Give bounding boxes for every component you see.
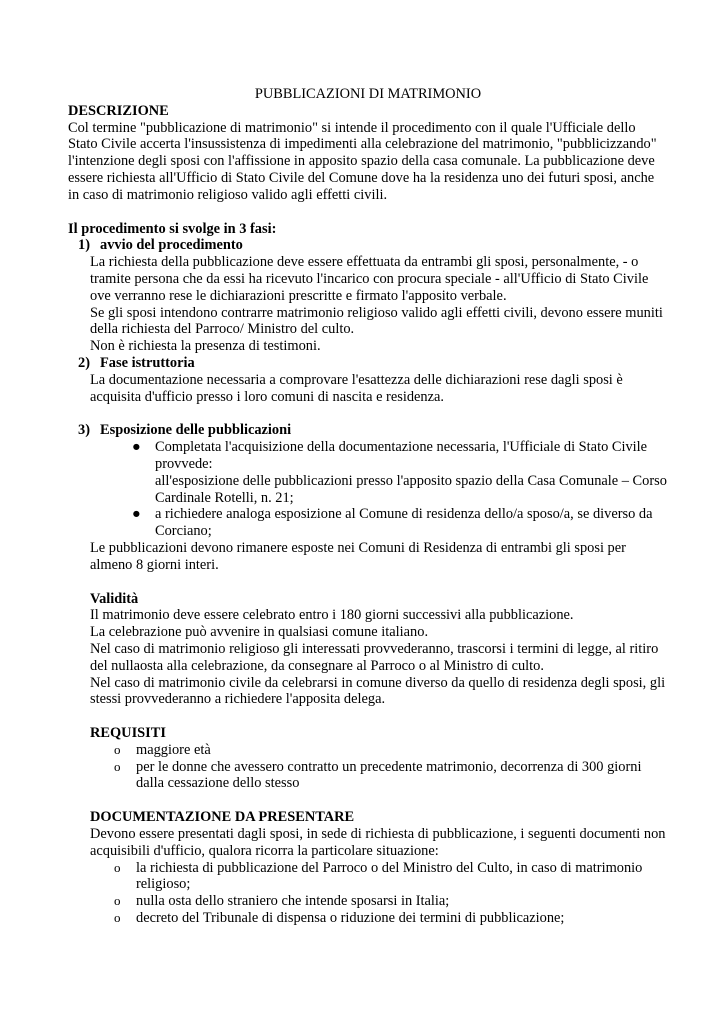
bullet-list xyxy=(68,439,668,540)
list-item xyxy=(68,742,668,759)
requisiti-list xyxy=(68,742,668,792)
list-item-text: maggiore età xyxy=(136,741,211,758)
step-number: 1) xyxy=(78,237,90,254)
step-3 xyxy=(68,422,668,540)
bullet-icon: ● xyxy=(132,506,141,523)
spacer xyxy=(68,204,668,221)
list-item-text: all'esposizione delle pubblicazioni presso l'apposito spazio della Casa Comunale – Corso Cardinale Rotelli, n. 21; xyxy=(155,472,667,506)
list-item-text: a richiedere analoga esposizione al Comune di residenza dello/a sposo/a, se diverso da Corciano; xyxy=(155,506,653,540)
list-item xyxy=(68,759,668,793)
esposizione-note: Le pubblicazioni devono rimanere esposte nei Comuni di Residenza di entrambi gli sposi per almeno 8 giorni interi. xyxy=(90,539,626,573)
step-paragraph: La richiesta della pubblicazione deve essere effettuata da entrambi gli sposi, personalmente, - o tramite persona che da essi ha ricevuto l'incarico con procura speciale - all'Ufficio di Stato Civile ove verranno rese le dichiarazioni prescritte e firmato l'apposito verbale. xyxy=(90,254,649,304)
validita-paragraph: Nel caso di matrimonio religioso gli interessati provvederanno, trascorsi i termini di legge, al ritiro del nullaosta alla celebrazione, da consegnare al Parroco o al Ministro di culto. xyxy=(90,640,659,674)
heading-documentazione: DOCUMENTAZIONE DA PRESENTARE xyxy=(90,809,355,826)
step-paragraph: La documentazione necessaria a comprovare l'esattezza delle dichiarazioni rese dagli sposi è acquisita d'ufficio presso i loro comuni di nascita e residenza. xyxy=(90,371,623,405)
circle-bullet-icon: o xyxy=(114,910,121,926)
document-content xyxy=(68,86,668,927)
list-item-text: la richiesta di pubblicazione del Parroco o del Ministro del Culto, in caso di matrimonio religioso; xyxy=(136,859,643,893)
validita-paragraph: Nel caso di matrimonio civile da celebrarsi in comune diverso da quello di residenza degli sposi, gli stessi provvederanno a richiedere l'apposita delega. xyxy=(90,674,666,708)
section-validita xyxy=(90,591,668,709)
circle-bullet-icon: o xyxy=(114,859,121,875)
spacer xyxy=(68,574,668,591)
step-paragraph: Non è richiesta la presenza di testimoni. xyxy=(90,338,321,355)
step-title: avvio del procedimento xyxy=(100,237,243,254)
list-item-text: per le donne che avessero contratto un precedente matrimonio, decorrenza di 300 giorni dalla cessazione dello stesso xyxy=(136,758,642,792)
page-title: PUBBLICAZIONI DI MATRIMONIO xyxy=(254,86,482,102)
step-heading xyxy=(78,422,668,439)
documentazione-intro: Devono essere presentati dagli sposi, in sede di richiesta di pubblicazione, i seguenti documenti non acquisibili d'ufficio, qualora ricorra la particolare situazione: xyxy=(90,826,666,859)
heading-validita: Validità xyxy=(90,590,139,607)
step-number: 3) xyxy=(78,422,90,439)
step-heading xyxy=(78,355,668,372)
procedure-steps xyxy=(68,237,668,540)
list-item xyxy=(68,893,668,910)
list-item-text: decreto del Tribunale di dispensa o riduzione dei termini di pubblicazione; xyxy=(136,910,565,927)
spacer xyxy=(68,708,668,725)
validita-paragraph: La celebrazione può avvenire in qualsiasi comune italiano. xyxy=(90,624,429,641)
circle-bullet-icon: o xyxy=(114,893,121,909)
list-item-text: nulla osta dello straniero che intende sposarsi in Italia; xyxy=(136,893,450,910)
step-1 xyxy=(68,237,668,355)
step-title: Esposizione delle pubblicazioni xyxy=(100,422,292,439)
list-item xyxy=(68,506,668,540)
step-paragraph: Se gli sposi intendono contrarre matrimonio religioso valido agli effetti civili, devono essere muniti della richiesta del Parroco/ Ministro del culto. xyxy=(90,304,663,338)
descrizione-text: Col termine "pubblicazione di matrimonio" si intende il procedimento con il quale l'Ufficiale dello Stato Civile accerta l'insussistenza di impedimenti alla celebrazione del matrimonio, "pubblicizzando" l'intenzione degli sposi con l'affissione in apposito spazio della casa comunale. La pubblicazione deve essere richiesta all'Ufficio di Stato Civile del Comune dove ha la residenza uno dei futuri sposi, anche in caso di matrimonio religioso valido agli effetti civili. xyxy=(68,119,657,203)
step-2 xyxy=(68,355,668,405)
documentazione-list xyxy=(68,860,668,927)
list-item-text: Completata l'acquisizione della documentazione necessaria, l'Ufficiale di Stato Civile provvede: xyxy=(155,439,648,472)
step-number: 2) xyxy=(78,354,90,371)
circle-bullet-icon: o xyxy=(114,758,121,774)
spacer xyxy=(68,792,668,809)
heading-descrizione: DESCRIZIONE xyxy=(68,102,169,119)
validita-paragraph: Il matrimonio deve essere celebrato entro i 180 giorni successivi alla pubblicazione. xyxy=(90,607,574,624)
step-heading xyxy=(78,237,668,254)
list-item xyxy=(68,439,668,506)
bullet-icon: ● xyxy=(132,439,141,456)
circle-bullet-icon: o xyxy=(114,741,121,757)
heading-requisiti: REQUISITI xyxy=(90,725,166,742)
heading-procedimento: Il procedimento si svolge in 3 fasi: xyxy=(68,220,277,237)
list-item xyxy=(68,860,668,894)
step-title: Fase istruttoria xyxy=(100,354,195,371)
section-documentazione xyxy=(90,809,668,859)
list-item xyxy=(68,910,668,927)
